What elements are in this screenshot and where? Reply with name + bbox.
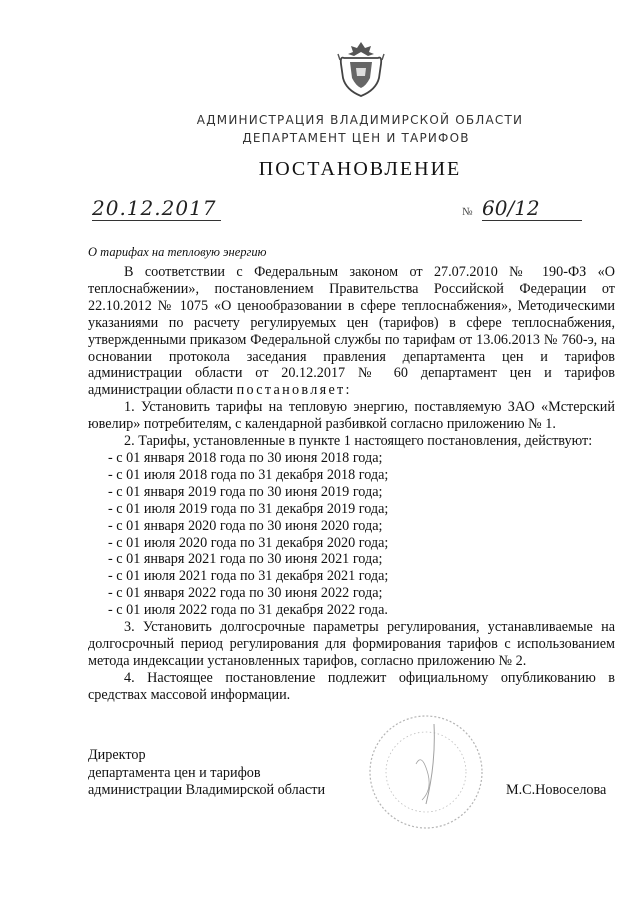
list-item: - с 01 января 2018 года по 30 июня 2018 года;	[108, 449, 383, 466]
signer-name: М.С.Новоселова	[506, 782, 607, 798]
list-item: - с 01 июля 2019 года по 31 декабря 2019 года;	[108, 500, 389, 517]
stamp-seal-icon	[356, 704, 496, 834]
list-item: - с 01 января 2021 года по 30 июня 2021 года;	[108, 551, 383, 568]
list-item: - с 01 июля 2021 года по 31 декабря 2021 года;	[108, 568, 389, 585]
intro-text: В соответствии с Федеральным законом от 27.07.2010 № 190-ФЗ «О теплоснабжении», постановлением Правительства Российской Федерации от 22.10.2012 № 1075 «О ценообразовании в сфере теплоснабжения», Методическими указаниями по расчету регулируемых цен (тарифов) в сфере теплоснабжения, утвержденными приказом Федеральной службы по тарифам от 13.06.2013 № 760-э, на основании протокола заседания правления департамента цен и тарифов администрации области от 20.12.2017 № 60 департамент цен и тарифов администрации области	[88, 264, 615, 399]
item-1: 1. Установить тарифы на тепловую энергию, поставляемую ЗАО «Мстерский ювелир» потребителям, с календарной разбивкой согласно приложению № 1.	[88, 399, 615, 433]
validity-periods-list	[88, 450, 615, 619]
list-item: - с 01 июля 2022 года по 31 декабря 2022 года.	[108, 602, 388, 619]
list-item: - с 01 января 2019 года по 30 июня 2019 года;	[108, 483, 383, 500]
document-date: 20.12.2017	[92, 196, 221, 221]
decree-word: постановляет:	[236, 382, 352, 399]
signer-title-line: администрации Владимирской области	[88, 782, 326, 798]
list-item: - с 01 июля 2020 года по 31 декабря 2020 года;	[108, 534, 389, 551]
item-3: 3. Установить долгосрочные параметры регулирования, устанавливаемые на долгосрочный период регулирования для формирования тарифов с использованием метода индексации установленных тарифов, согласно приложению № 2.	[88, 619, 615, 669]
signer-title	[88, 747, 325, 800]
organization-name: АДМИНИСТРАЦИЯ ВЛАДИМИРСКОЙ ОБЛАСТИ	[196, 113, 524, 127]
document-number: 60/12	[482, 196, 582, 221]
document-body	[88, 264, 615, 704]
item-4: 4. Настоящее постановление подлежит официальному опубликованию в средствах массовой информации.	[88, 669, 615, 703]
signer-title-line: департамента цен и тарифов	[88, 764, 261, 781]
department-name: ДЕПАРТАМЕНТ ЦЕН И ТАРИФОВ	[242, 131, 470, 145]
list-item: - с 01 января 2022 года по 30 июня 2022 года;	[108, 585, 383, 602]
item-2: 2. Тарифы, установленные в пункте 1 настоящего постановления, действуют:	[124, 433, 593, 450]
document-type-title: ПОСТАНОВЛЕНИЕ	[258, 158, 462, 180]
list-item: - с 01 января 2020 года по 30 июня 2020 года;	[108, 517, 383, 534]
intro-paragraph	[88, 264, 615, 399]
list-item: - с 01 июля 2018 года по 31 декабря 2018 года;	[108, 466, 389, 483]
number-label: №	[462, 206, 473, 218]
signer-title-line: Директор	[88, 747, 146, 763]
document-subject: О тарифах на тепловую энергию	[88, 245, 267, 259]
coat-of-arms-icon	[336, 40, 386, 98]
